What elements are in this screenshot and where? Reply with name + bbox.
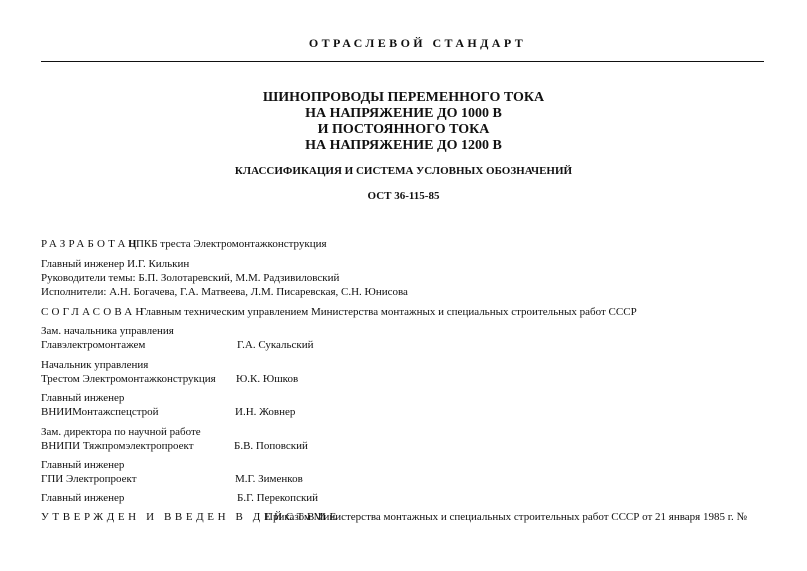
agreed-label: СОГЛАСОВАН: [41, 306, 147, 318]
document-code: ОСТ 36-115-85: [367, 190, 440, 202]
header-rule: [41, 61, 764, 62]
signer-role: Главный инженер: [41, 459, 125, 471]
signer-name: И.Н. Жовнер: [235, 406, 296, 418]
document-header: ОТРАСЛЕВОЙ СТАНДАРТ: [308, 36, 527, 50]
approved-value: Приказом Министерства монтажных и специальных строительных работ СССР от 21 января 1985 г. №: [265, 511, 747, 523]
signer-role: Начальник управления: [41, 359, 149, 371]
signer-name: Г.А. Сукальский: [237, 339, 314, 351]
agreed-value: Главным техническим управлением Министерства монтажных и специальных строительных работ СССР: [140, 306, 637, 318]
developed-value: ЦПКБ треста Электромонтажконструкция: [128, 238, 327, 250]
signer-name: Б.Г. Перекопский: [237, 492, 319, 504]
title-line-1: ШИНОПРОВОДЫ ПЕРЕМЕННОГО ТОКА: [262, 90, 545, 105]
developed-leaders: Руководители темы: Б.П. Золотаревский, М.М. Радзивиловский: [41, 272, 340, 284]
signer-name: М.Г. Зименков: [235, 473, 303, 485]
signer-role: Зам. директора по научной работе: [41, 426, 201, 438]
signer-organization: ГПИ Электропроект: [41, 473, 137, 485]
signer-organization: Главэлектромонтажем: [41, 339, 146, 351]
signer-name: Б.В. Поповский: [234, 440, 308, 452]
signer-organization: ВНИПИ Тяжпромэлектропроект: [41, 440, 194, 452]
approved-label: УТВЕРЖДЕН И ВВЕДЕН В ДЕЙСТВИЕ: [41, 511, 340, 523]
title-line-3: И ПОСТОЯННОГО ТОКА: [317, 122, 490, 137]
developed-chief-engineer: Главный инженер И.Г. Килькин: [41, 258, 190, 270]
signer-organization: Трестом Электромонтажконструкция: [41, 373, 216, 385]
signer-role: Зам. начальника управления: [41, 325, 174, 337]
title-line-4: НА НАПРЯЖЕНИЕ ДО 1200 В: [305, 138, 502, 153]
developed-label: РАЗРАБОТАН: [41, 238, 140, 250]
title-line-2: НА НАПРЯЖЕНИЕ ДО 1000 В: [305, 106, 502, 121]
signer-organization: ВНИИМонтажспецстрой: [41, 406, 159, 418]
developed-executors: Исполнители: А.Н. Богачева, Г.А. Матвеева, Л.М. Писаревская, С.Н. Юнисова: [41, 286, 408, 298]
document-subtitle: КЛАССИФИКАЦИЯ И СИСТЕМА УСЛОВНЫХ ОБОЗНАЧЕНИЙ: [234, 165, 573, 177]
signer-role: Главный инженер: [41, 392, 125, 404]
signer-name: Ю.К. Юшков: [236, 373, 299, 385]
signer-role: Главный инженер: [41, 492, 125, 504]
